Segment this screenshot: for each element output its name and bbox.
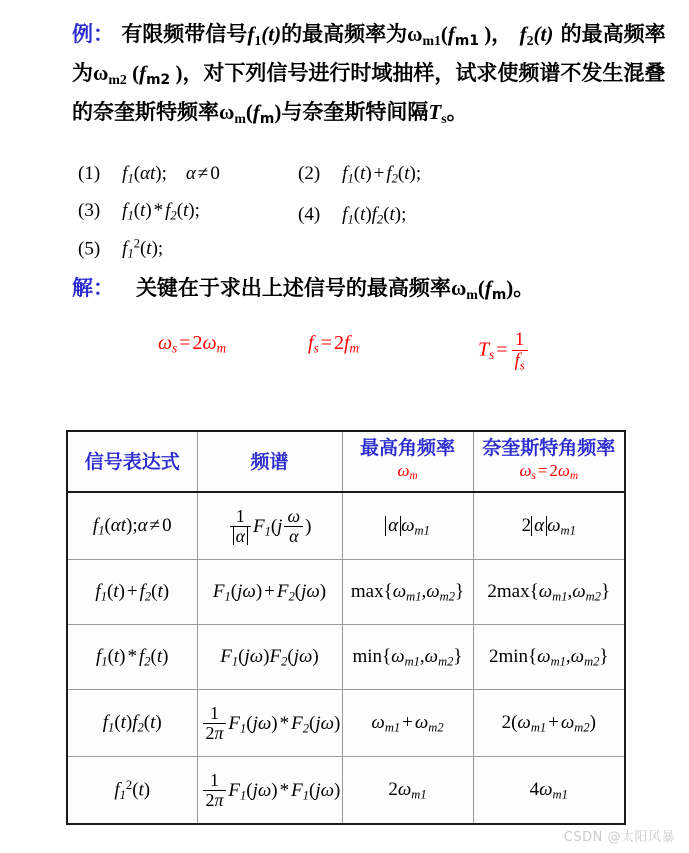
problem-item-2 [298, 163, 421, 187]
problem-item-3-number: (3) [78, 200, 101, 221]
intro-text-1: 有限频带信号 [121, 22, 248, 46]
solution-text: 关键在于求出上述信号的最高频率 [135, 276, 451, 300]
problem-item-4-expression: $f_1(t)f_2(t)$; [342, 204, 407, 227]
row2-signal: $f_1(t) + f_2(t)$ [67, 560, 197, 625]
table-row [67, 690, 625, 757]
intro-text-3: ， [491, 22, 513, 46]
table-header-spectrum [197, 431, 342, 492]
table-row [67, 492, 625, 560]
row4-max-freq: $\omega_{m1} + \omega_{m2}$ [342, 690, 473, 757]
table-header-max-freq [342, 431, 473, 492]
row3-signal: $f_1(t) * f_2(t)$ [67, 625, 197, 690]
row1-nyquist-freq: 2 α $\omega_{m1}$ [473, 492, 625, 560]
table-header-nyquist-freq-title: 奈奎斯特角频率 [482, 437, 616, 459]
example-label: 例： [72, 22, 114, 46]
problem-item-1 [78, 163, 220, 187]
row4-spectrum: $\frac{1}{2\pi}$ $F_1(j\omega) * F_2(j\omega)$ [197, 690, 342, 757]
signal-summary-table [66, 430, 626, 825]
formula-omega-s: $\omega_s = 2\omega_m$ [158, 332, 227, 356]
solution-label: 解： [72, 276, 114, 300]
intro-text-7: 。 [446, 99, 468, 124]
problem-item-5 [78, 237, 163, 262]
row2-nyquist-freq: $2\max\{\omega_{m1},\omega_{m2}\}$ [473, 560, 625, 625]
table-header-signal-title: 信号表达式 [84, 450, 180, 473]
formula-t-s: $T_s$ = $\frac{1}{f_s}$ [478, 330, 530, 373]
row3-nyquist-freq: $2\min\{\omega_{m1},\omega_{m2}\}$ [473, 625, 625, 690]
table-row [67, 625, 625, 690]
row5-signal: $f_1^2(t)$ [67, 757, 197, 825]
table-row [67, 560, 625, 625]
table-header-signal [67, 431, 197, 492]
table-header-row [67, 431, 625, 492]
solution-line: 解： 关键在于求出上述信号的最高频率ωm(fm)。 [72, 276, 535, 303]
problem-item-5-number: (5) [78, 238, 101, 260]
problem-item-2-expression: $f_1(t) + f_2(t)$; [342, 163, 422, 186]
row5-max-freq: $2\omega_{m1}$ [342, 757, 473, 825]
row5-spectrum: $\frac{1}{2\pi}$ $F_1(j\omega) * F_1(j\omega)$ [197, 757, 342, 825]
row2-spectrum: $F_1(j\omega) + F_2(j\omega)$ [197, 560, 342, 625]
solution-trailing: 。 [513, 276, 535, 300]
row2-max-freq: $\max\{\omega_{m1},\omega_{m2}\}$ [342, 560, 473, 625]
table-header-nyquist-freq [473, 431, 625, 492]
intro-paragraph: 例： 有限频带信号f1(t)的最高频率为ωm1(fm1 )， f2(t) 的最高频率为ωm2 (fm2 )，对下列信号进行时域抽样，试求使频谱不发生混叠的奈奎斯特频率ωm(fm)与奈奎斯特间隔Ts。 [72, 22, 666, 127]
problem-item-2-number: (2) [298, 163, 321, 184]
table-row [67, 757, 625, 825]
problem-item-1-number: (1) [78, 163, 101, 184]
row5-nyquist-freq: $4\omega_{m1}$ [473, 757, 625, 825]
table-header-max-freq-title: 最高角频率 [359, 437, 455, 459]
intro-text-4: 的最高频率为 [72, 22, 666, 85]
row1-signal: $f_1(\alpha t);\alpha \ne 0$ [67, 492, 197, 560]
row3-spectrum: $F_1(j\omega)F_2(j\omega)$ [197, 625, 342, 690]
intro-text-2: 的最高频率为 [281, 22, 408, 46]
problem-item-5-expression: $f_1^2(t)$; [122, 237, 164, 261]
problem-item-4-number: (4) [298, 204, 321, 225]
row4-nyquist-freq: $2(\omega_{m1} + \omega_{m2})$ [473, 690, 625, 757]
table-header-max-freq-symbol: $\omega_m$ [397, 461, 418, 483]
problem-item-3 [78, 200, 200, 224]
intro-text-5: ，对下列信号进行时域抽样，试求使频谱不发生混叠的奈奎斯特频率 [72, 60, 666, 124]
problem-item-1-expression: $f_1(\alpha t)$; α ≠ 0 [122, 163, 220, 186]
row3-max-freq: $\min\{\omega_{m1},\omega_{m2}\}$ [342, 625, 473, 690]
intro-text-6: 与奈奎斯特间隔 [281, 99, 429, 124]
csdn-watermark: CSDN @太阳风暴 [563, 830, 675, 845]
table-header-spectrum-title: 频谱 [250, 450, 289, 473]
problem-item-3-expression: $f_1(t) * f_2(t)$; [122, 200, 200, 223]
row4-signal: $f_1(t)f_2(t)$ [67, 690, 197, 757]
table-header-nyquist-freq-symbol: $\omega_s = 2\omega_m$ [519, 461, 579, 483]
formula-f-s: $f_s = 2f_m$ [308, 332, 360, 356]
row1-max-freq: α $\omega_{m1}$ [342, 492, 473, 560]
row1-spectrum: $\frac{1}{\alpha}$ $F_1(j$ $\frac{\omega}{\alpha}$ ) [197, 492, 342, 560]
problem-item-4 [298, 204, 406, 228]
